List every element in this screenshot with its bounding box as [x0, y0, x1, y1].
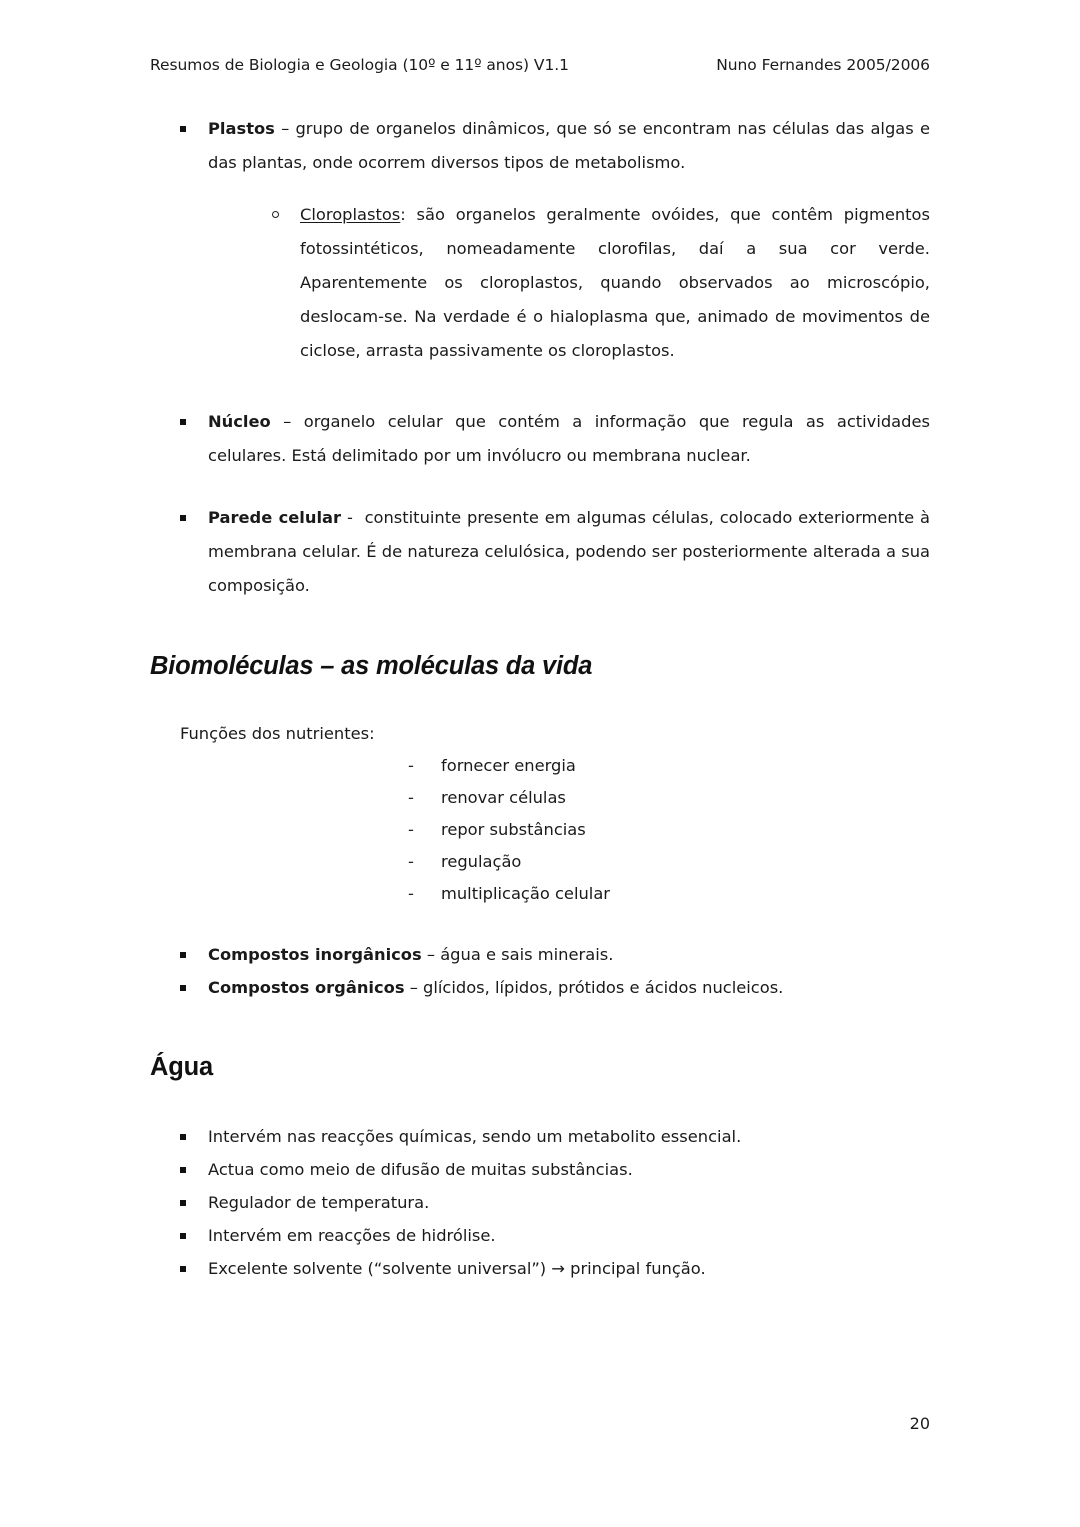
term-parede-celular: Parede celular: [208, 508, 342, 527]
compostos-bullet-list: [150, 938, 930, 1004]
section-parede-celular: [150, 501, 930, 603]
heading-biomoleculas: Biomoléculas – as moléculas da vida: [150, 652, 593, 680]
list-item: - renovar células: [150, 782, 930, 814]
organelle-bullet-list: [150, 112, 930, 180]
nutrient-functions-list: [150, 750, 930, 910]
heading-biomoleculas-wrap: [150, 652, 930, 681]
list-item: - repor substâncias: [150, 814, 930, 846]
list-item: Intervém nas reacções químicas, sendo um metabolito essencial.: [150, 1120, 930, 1153]
list-item: Regulador de temperatura.: [150, 1186, 930, 1219]
list-item: Actua como meio de difusão de muitas substâncias.: [150, 1153, 930, 1186]
text-cloroplastos: são organelos geralmente ovóides, que contêm pigmentos fotossintéticos, nomeadamente clorofilas, daí a sua cor verde. Aparentemente os cloroplastos, quando observados ao microscópio, deslocam-se. Na verdade é o hialoplasma que, animado de movimentos de ciclose, arrasta passivamente os cloroplastos.: [300, 205, 930, 360]
bullet-compostos-inorganicos: [150, 938, 930, 971]
label-funcoes-nutrientes: Funções dos nutrientes:: [180, 724, 375, 743]
text-compostos-inorganicos: água e sais minerais.: [440, 945, 614, 964]
dash-nucleo: –: [270, 412, 304, 431]
section-plastos: [150, 112, 930, 368]
term-compostos-organicos: Compostos orgânicos: [208, 978, 405, 997]
bullet-plastos: [150, 112, 930, 180]
bullet-compostos-organicos: [150, 971, 930, 1004]
dash-plastos: –: [274, 119, 296, 138]
term-plastos: Plastos: [208, 119, 275, 138]
nucleo-bullet-list: [150, 405, 930, 473]
term-nucleo: Núcleo: [208, 412, 271, 431]
section-funcoes-nutrientes: [150, 718, 930, 910]
bullet-cloroplastos: [222, 198, 930, 368]
dash-compostos-organicos: –: [404, 978, 424, 997]
term-cloroplastos: Cloroplastos: [300, 205, 401, 224]
section-agua-properties: [150, 1120, 930, 1285]
list-item: - multiplicação celular: [150, 878, 930, 910]
term-compostos-inorganicos: Compostos inorgânicos: [208, 945, 422, 964]
text-parede-celular: constituinte presente em algumas células, colocado exteriormente à membrana celular. É de natureza celulósica, podendo ser posteriormente alterada a sua composição.: [208, 508, 930, 595]
section-compostos: [150, 938, 930, 1004]
text-plastos: grupo de organelos dinâmicos, que só se encontram nas células das algas e das plantas, onde ocorrem diversos tipos de metabolismo.: [208, 119, 930, 172]
list-item: Intervém em reacções de hidrólise.: [150, 1219, 930, 1252]
header-title-left: Resumos de Biologia e Geologia (10º e 11º anos) V1.1: [150, 56, 569, 74]
header-author-right: Nuno Fernandes 2005/2006: [716, 56, 930, 74]
agua-bullet-list: [150, 1120, 930, 1285]
dash-compostos-inorganicos: –: [421, 945, 441, 964]
page-number: 20: [909, 1414, 930, 1433]
heading-agua: Água: [150, 1053, 213, 1081]
bullet-parede-celular: [150, 501, 930, 603]
document-header: [150, 56, 930, 74]
text-compostos-organicos: glícidos, lípidos, prótidos e ácidos nucleicos.: [423, 978, 784, 997]
dash-parede-celular: -: [341, 508, 365, 527]
list-item: - regulação: [150, 846, 930, 878]
list-item: Excelente solvente (“solvente universal”) → principal função.: [150, 1252, 930, 1285]
text-nucleo: organelo celular que contém a informação que regula as actividades celulares. Está delimitado por um invólucro ou membrana nuclear.: [208, 412, 930, 465]
list-item: - fornecer energia: [150, 750, 930, 782]
organelle-sub-list: [150, 198, 930, 368]
colon-cloroplastos: :: [400, 205, 417, 224]
parede-bullet-list: [150, 501, 930, 603]
section-nucleo: [150, 405, 930, 473]
heading-agua-wrap: [150, 1053, 930, 1082]
bullet-nucleo: [150, 405, 930, 473]
